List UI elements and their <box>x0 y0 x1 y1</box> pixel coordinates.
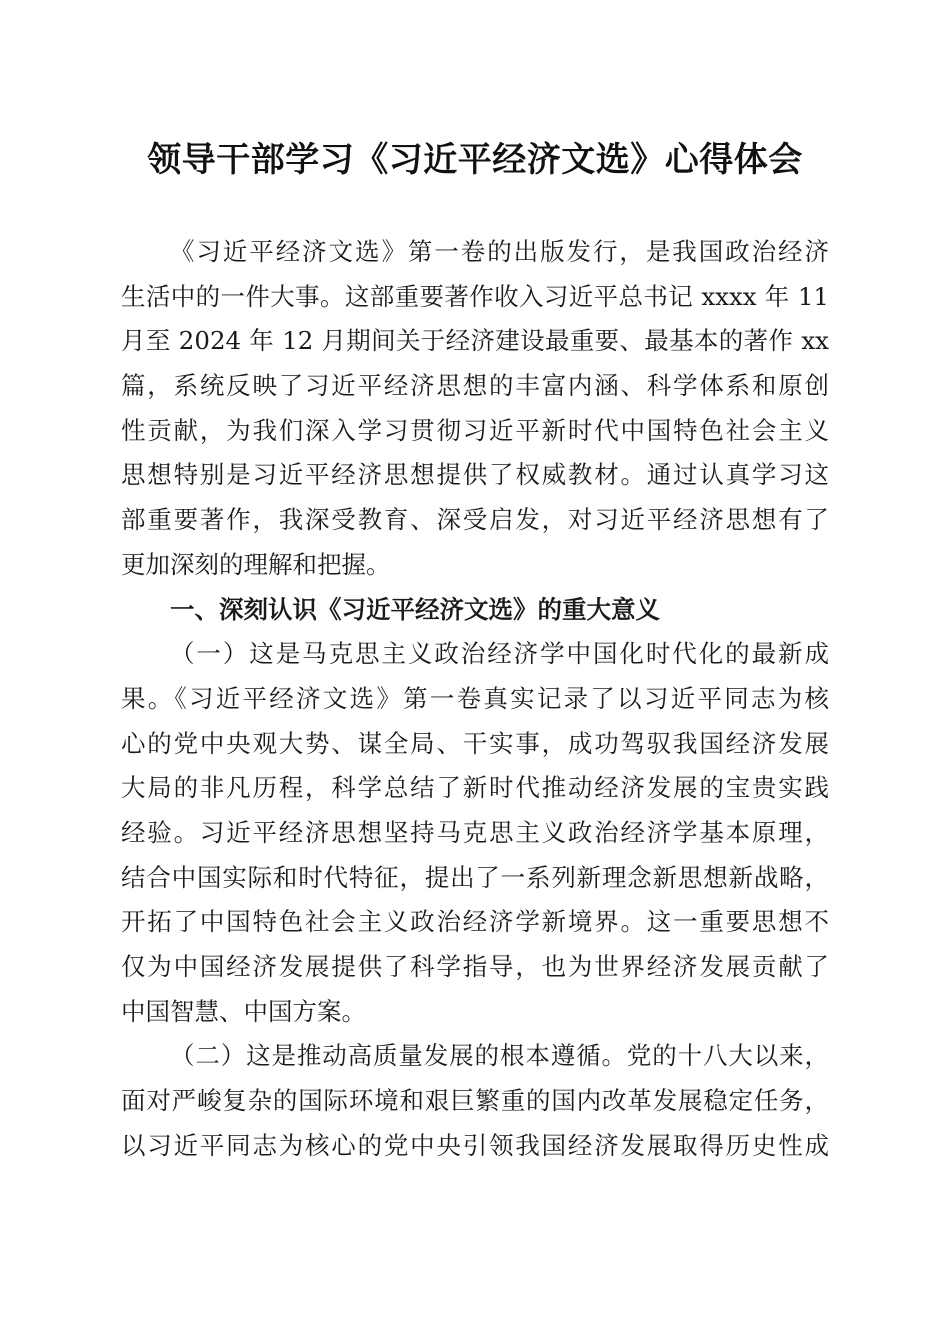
text-line: 中国智慧、中国方案。 <box>121 996 366 1026</box>
text-line: 性贡献，为我们深入学习贯彻习近平新时代中国特色社会主义 <box>121 415 829 445</box>
text-line: 果。《习近平经济文选》第一卷真实记录了以习近平同志为核 <box>121 683 829 713</box>
text-line: 更加深刻的理解和把握。 <box>121 549 391 579</box>
text-line: 篇，系统反映了习近平经济思想的丰富内涵、科学体系和原创 <box>121 371 829 401</box>
text-line: 大局的非凡历程，科学总结了新时代推动经济发展的宝贵实践 <box>121 773 829 803</box>
text-line: 《习近平经济文选》第一卷的出版发行，是我国政治经济 <box>170 237 829 266</box>
text-line: 以习近平同志为核心的党中央引领我国经济发展取得历史性成 <box>121 1130 829 1160</box>
paragraph-subsection-1 <box>121 632 829 1034</box>
text-line: 开拓了中国特色社会主义政治经济学新境界。这一重要思想不 <box>121 907 829 937</box>
text-line: 生活中的一件大事。这部重要著作收入习近平总书记 xxxx 年 11 <box>121 281 829 311</box>
paragraph-subsection-2 <box>121 1034 829 1168</box>
text-line: 部重要著作，我深受教育、深受启发，对习近平经济思想有了 <box>121 505 829 535</box>
document-body <box>121 230 829 1168</box>
text-line: 仅为中国经济发展提供了科学指导，也为世界经济发展贡献了 <box>121 952 829 981</box>
text-line: 思想特别是习近平经济思想提供了权威教材。通过认真学习这 <box>121 460 829 490</box>
text-line: （一）这是马克思主义政治经济学中国化时代化的最新成 <box>170 639 829 669</box>
text-line: 结合中国实际和时代特征，提出了一系列新理念新思想新战略， <box>121 862 829 892</box>
text-line: （二）这是推动高质量发展的根本遵循。党的十八大以来， <box>170 1041 829 1071</box>
text-line: 心的党中央观大势、谋全局、干实事，成功驾驭我国经济发展 <box>121 728 829 758</box>
text-line: 经验。习近平经济思想坚持马克思主义政治经济学基本原理， <box>121 817 829 847</box>
text-line: 面对严峻复杂的国际环境和艰巨繁重的国内改革发展稳定任务， <box>121 1086 829 1116</box>
paragraph-intro <box>121 230 829 588</box>
document-title: 领导干部学习《习近平经济文选》心得体会 <box>147 140 803 180</box>
heading-line: 一、深刻认识《习近平经济文选》的重大意义 <box>170 594 660 624</box>
section-heading <box>121 588 829 633</box>
text-line: 月至 2024 年 12 月期间关于经济建设最重要、最基本的著作 xx <box>121 326 829 356</box>
